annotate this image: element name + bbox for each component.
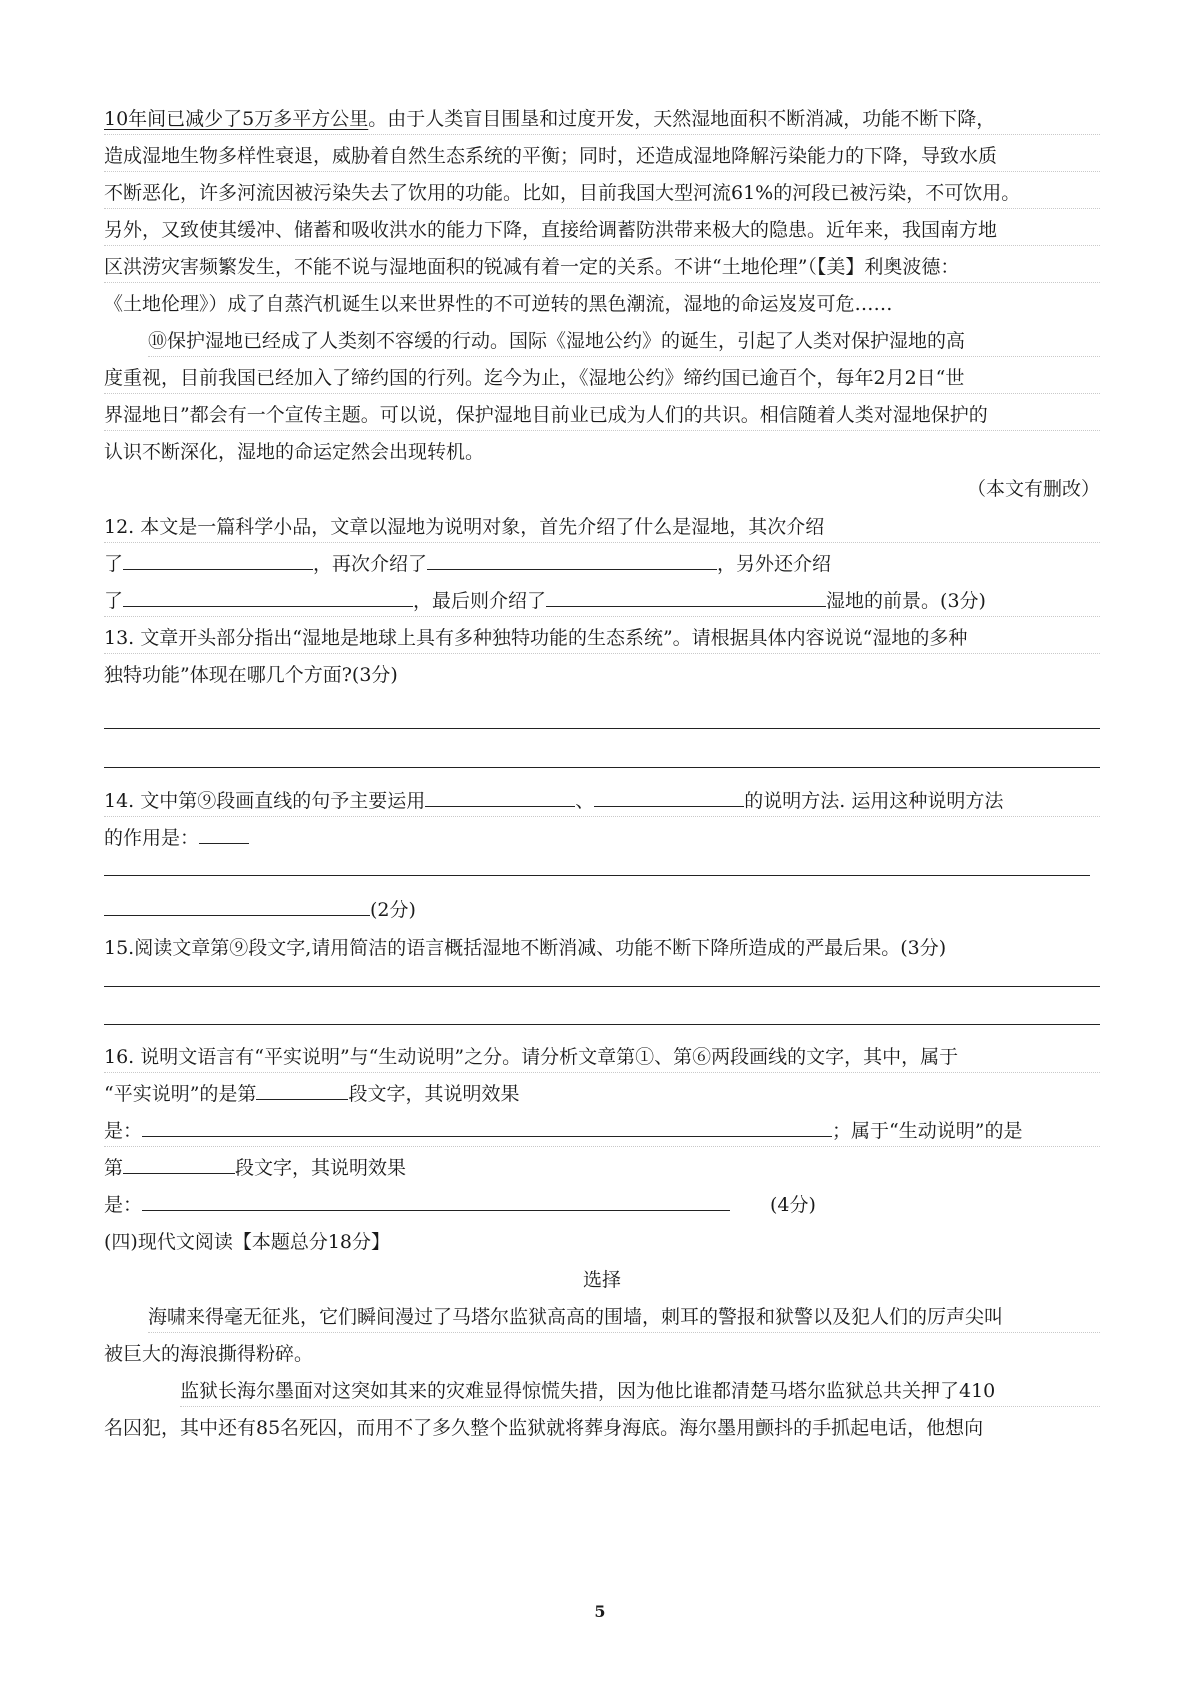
question-14-text — [104, 823, 1100, 853]
question-13: 13. 文章开头部分指出“湿地是地球上具有多种独特功能的生态系统”。请根据具体内容说说“湿地的多种 — [104, 623, 1100, 654]
story-paragraph: 海啸来得毫无征兆，它们瞬间漫过了马塔尔监狱高高的围墙，刺耳的警报和狱警以及犯人们的厉声尖叫 — [148, 1302, 1100, 1333]
story-paragraph: 名囚犯，其中还有85名死囚，而用不了多久整个监狱就将葬身海底。海尔墨用颤抖的手抓起电话，他想向 — [104, 1417, 984, 1439]
question-text: 第 — [104, 1157, 124, 1179]
answer-blank[interactable] — [123, 1153, 235, 1174]
passage-line: 《土地伦理》）成了自蒸汽机诞生以来世界性的不可逆转的黑色潮流，湿地的命运岌岌可危…… — [104, 293, 893, 315]
question-text: 、 — [575, 790, 595, 812]
question-12-blanks — [104, 586, 1100, 617]
answer-blank[interactable] — [546, 586, 826, 607]
passage-line — [104, 104, 1100, 135]
question-score: (2分) — [370, 899, 416, 921]
answer-line[interactable] — [104, 875, 1090, 876]
answer-line[interactable] — [104, 767, 1100, 768]
answer-line[interactable] — [104, 728, 1100, 729]
question-16-blanks — [104, 1190, 1100, 1220]
question-text: 段文字，其说明效果 — [348, 1083, 520, 1105]
answer-blank[interactable] — [142, 1190, 730, 1211]
question-text: ；属于“生动说明”的是 — [832, 1120, 1023, 1142]
answer-blank[interactable] — [104, 895, 370, 916]
question-text: ，再次介绍了 — [313, 553, 428, 575]
question-text: 了 — [104, 590, 124, 612]
question-16: 16. 说明文语言有“平实说明”与“生动说明”之分。请分析文章第①、第⑥两段画线的文字，其中，属于 — [104, 1042, 1100, 1073]
passage-line: 界湿地日”都会有一个宣传主题。可以说，保护湿地目前业已成为人们的共识。相信随着人类对湿地保护的 — [104, 400, 1100, 431]
question-12-blanks — [104, 549, 1100, 579]
passage-line: 另外，又致使其缓冲、储蓄和吸收洪水的能力下降，直接给调蓄防洪带来极大的隐患。近年来，我国南方地 — [104, 215, 1100, 246]
story-title: 选择 — [582, 1269, 621, 1291]
question-text: ，另外还介绍 — [717, 553, 832, 575]
edit-note: （本文有删改） — [966, 478, 1100, 500]
question-text: ，最后则介绍了 — [413, 590, 547, 612]
question-text: 湿地的前景。(3分) — [826, 590, 986, 612]
question-16-blanks — [104, 1116, 1100, 1147]
section-heading: (四)现代文阅读【本题总分18分】 — [104, 1231, 391, 1253]
question-text: 的说明方法. 运用这种说明方法 — [744, 790, 1004, 812]
question-text: 的作用是： — [104, 827, 200, 849]
passage-text: 。由于人类盲目围垦和过度开发，天然湿地面积不断消减，功能不断下降， — [368, 108, 996, 130]
question-15: 15.阅读文章第⑨段文字,请用简洁的语言概括湿地不断消减、功能不断下降所造成的严最后果。(3分) — [104, 937, 947, 959]
passage-line: 造成湿地生物多样性衰退，威胁着自然生态系统的平衡；同时，还造成湿地降解污染能力的下降，导致水质 — [104, 141, 1100, 172]
question-13-text: 独特功能”体现在哪几个方面?(3分) — [104, 664, 398, 686]
question-14-end — [104, 895, 1100, 925]
question-text: 了 — [104, 553, 124, 575]
question-score: (4分) — [770, 1194, 816, 1216]
answer-blank[interactable] — [256, 1079, 348, 1100]
underlined-phrase: 10年间已减少了5万多平方公里 — [104, 108, 369, 130]
answer-blank[interactable] — [199, 823, 249, 844]
answer-line[interactable] — [104, 986, 1100, 987]
question-text: 是： — [104, 1194, 143, 1216]
answer-blank[interactable] — [123, 549, 313, 570]
question-text: “平实说明”的是第 — [104, 1083, 257, 1105]
question-16-blanks — [104, 1153, 1100, 1183]
passage-line: 不断恶化，许多河流因被污染失去了饮用的功能。比如，目前我国大型河流61%的河段已被污染，不可饮用。 — [104, 178, 1100, 209]
page-number: 5 — [594, 1602, 606, 1621]
passage-line: 认识不断深化，湿地的命运定然会出现转机。 — [104, 441, 485, 463]
passage-line: 区洪涝灾害频繁发生，不能不说与湿地面积的锐减有着一定的关系。不讲“土地伦理”（【美】利奥波德： — [104, 252, 1100, 283]
question-text: 段文字，其说明效果 — [235, 1157, 407, 1179]
answer-blank[interactable] — [142, 1116, 832, 1137]
question-14 — [104, 786, 1100, 817]
answer-blank[interactable] — [427, 549, 717, 570]
question-text: 14. 文中第⑨段画直线的句予主要运用 — [104, 790, 426, 812]
passage-line: 度重视，目前我国已经加入了缔约国的行列。迄今为止，《湿地公约》缔约国已逾百个，每年2月2日“世 — [104, 363, 1100, 394]
question-12: 12. 本文是一篇科学小品，文章以湿地为说明对象，首先介绍了什么是湿地，其次介绍 — [104, 512, 1100, 543]
answer-line[interactable] — [104, 1024, 1100, 1025]
answer-blank[interactable] — [594, 786, 744, 807]
answer-blank[interactable] — [123, 586, 413, 607]
story-paragraph: 监狱长海尔墨面对这突如其来的灾难显得惊慌失措，因为他比谁都清楚马塔尔监狱总共关押了410 — [180, 1376, 1100, 1407]
answer-blank[interactable] — [425, 786, 575, 807]
story-paragraph: 被巨大的海浪撕得粉碎。 — [104, 1343, 314, 1365]
question-text: 是： — [104, 1120, 143, 1142]
passage-paragraph-10: ⑩保护湿地已经成了人类刻不容缓的行动。国际《湿地公约》的诞生，引起了人类对保护湿地的高 — [148, 326, 1100, 357]
question-16-blanks — [104, 1079, 1100, 1109]
